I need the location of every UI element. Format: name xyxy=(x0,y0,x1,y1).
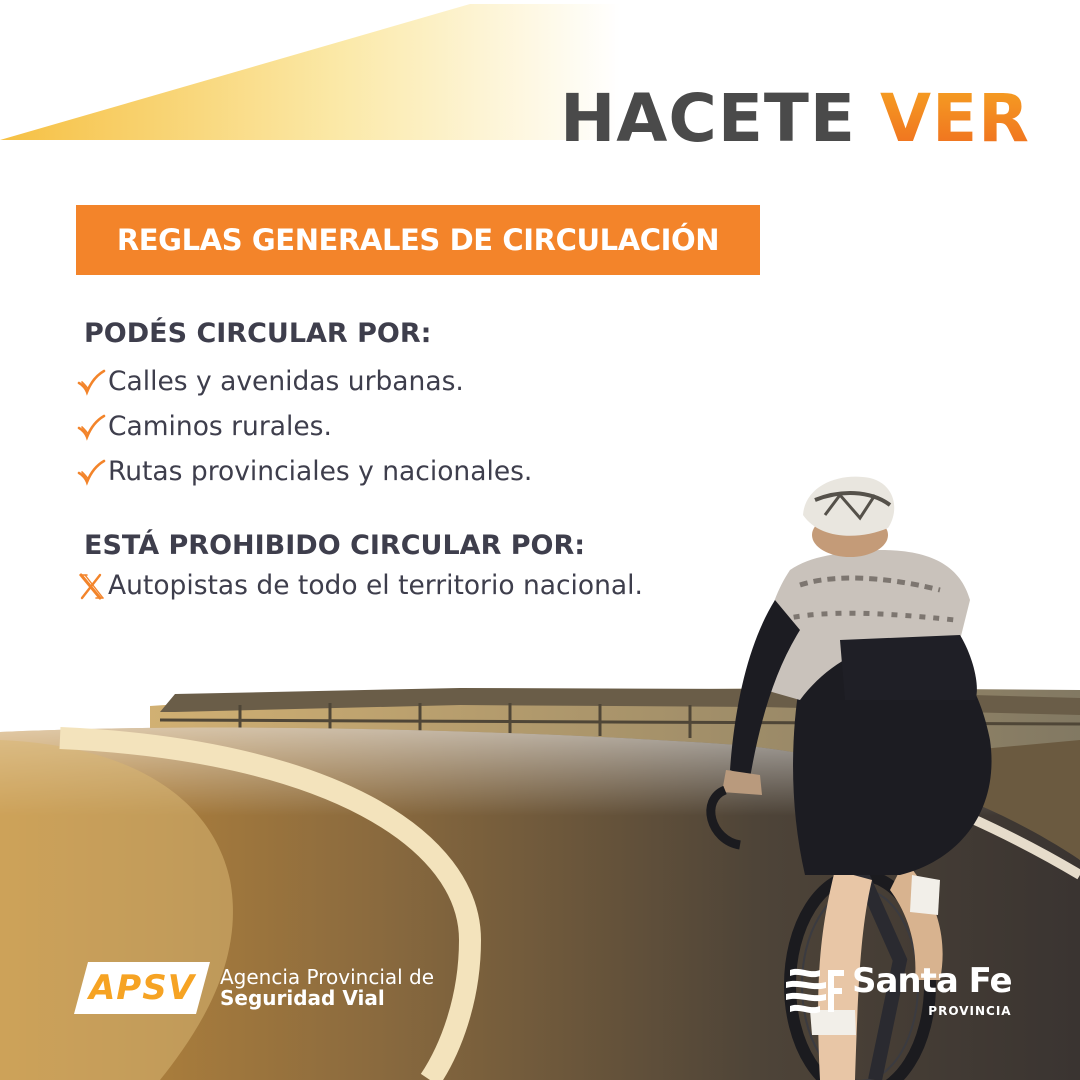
allowed-item-label: Calles y avenidas urbanas. xyxy=(108,366,464,397)
santa-fe-flag-icon xyxy=(786,964,846,1014)
apsv-logo xyxy=(74,962,434,1014)
apsv-name-line-1: Agencia Provincial de xyxy=(220,965,435,989)
apsv-badge xyxy=(74,962,210,1014)
allowed-item xyxy=(76,366,464,397)
prohibited-item xyxy=(76,570,643,601)
santa-fe-sub: PROVINCIA xyxy=(928,1004,1012,1018)
check-icon xyxy=(76,412,106,442)
banner-text: REGLAS GENERALES DE CIRCULACIÓN xyxy=(116,223,720,257)
title-word-2: VER xyxy=(880,80,1030,157)
santa-fe-name: Santa Fe xyxy=(852,961,1012,1001)
apsv-badge-text: APSV xyxy=(88,968,196,1008)
allowed-item-label: Caminos rurales. xyxy=(108,411,332,442)
apsv-name-line-2: Seguridad Vial xyxy=(220,986,385,1010)
cross-icon xyxy=(76,571,106,601)
campaign-title xyxy=(560,80,1030,157)
check-icon xyxy=(76,457,106,487)
allowed-item xyxy=(76,456,532,487)
allowed-item xyxy=(76,411,332,442)
section-banner xyxy=(76,205,760,275)
allowed-heading: PODÉS CIRCULAR POR: xyxy=(84,318,432,349)
allowed-item-label: Rutas provinciales y nacionales. xyxy=(108,456,533,487)
prohibited-heading: ESTÁ PROHIBIDO CIRCULAR POR: xyxy=(84,530,586,561)
santa-fe-logo xyxy=(786,961,1012,1018)
prohibited-item-label: Autopistas de todo el territorio nacional. xyxy=(108,570,643,601)
title-word-1: HACETE xyxy=(560,80,857,157)
apsv-agency-name xyxy=(220,967,434,1009)
check-icon xyxy=(76,367,106,397)
